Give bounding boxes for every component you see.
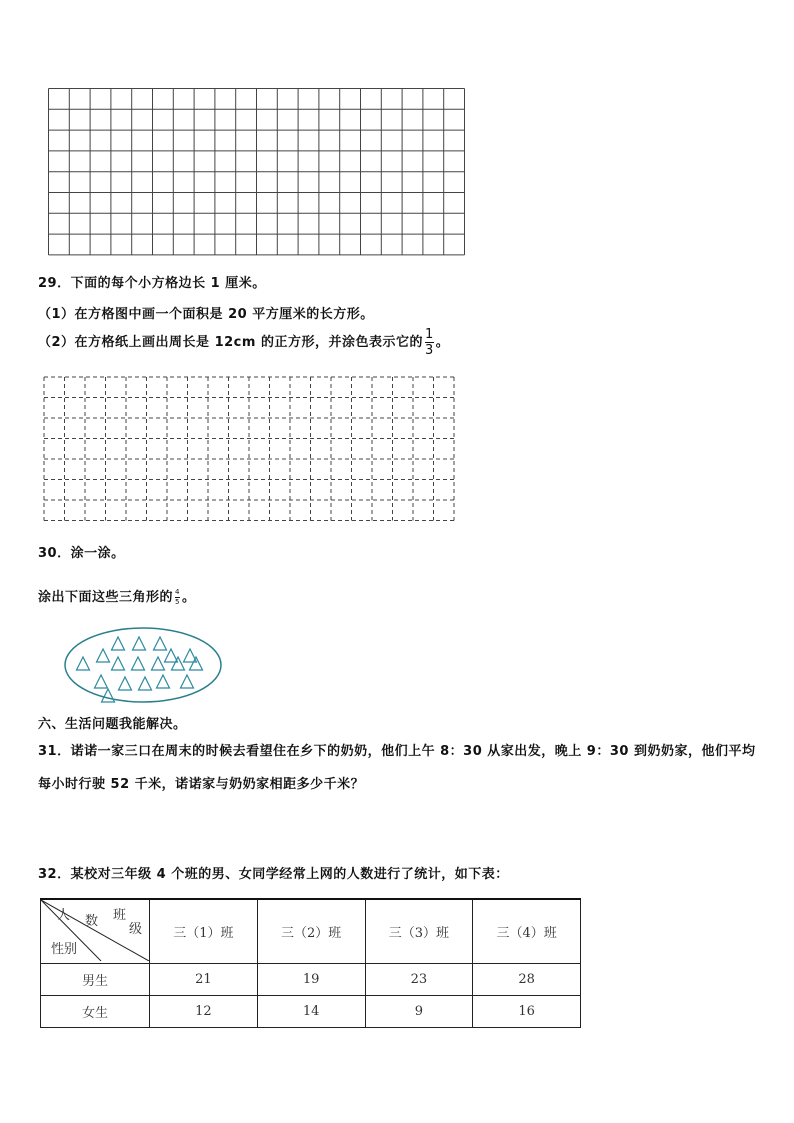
table-row [41,964,581,996]
table-cell: 28 [473,964,581,996]
triangle-oval-figure [63,625,225,705]
table-cell: 21 [150,964,258,996]
fraction-denominator: 3 [424,343,434,358]
q29-part2-text: （2）在方格纸上画出周长是 12cm 的正方形，并涂色表示它的 [38,335,423,350]
q29-title: 29．下面的每个小方格边长 1 厘米。 [38,276,266,291]
q31-line2: 每小时行驶 52 千米，诺诺家与奶奶家相距多少千米？ [38,777,365,792]
triangle [97,649,110,662]
corner-ren: 人 [57,908,71,923]
triangle [102,689,115,702]
corner-xingbie: 性别 [51,942,78,957]
triangle [190,657,203,670]
column-header: 三（3）班 [365,899,473,964]
section6-title: 六、生活问题我能解决。 [38,717,187,732]
triangle [139,677,152,690]
triangle [112,657,125,670]
triangle [165,649,178,662]
triangle [132,657,145,670]
fraction-one-third [425,328,434,357]
row-label: 女生 [41,996,150,1028]
table-cell: 23 [365,964,473,996]
q30-instruction [38,586,196,606]
q29-part2-suffix: 。 [435,335,450,350]
triangle [181,675,194,688]
triangle [112,637,125,650]
corner-ji: 级 [129,922,143,937]
fraction-numerator: 4 [175,588,180,596]
triangle [133,637,146,650]
corner-ban: 班 [113,908,127,923]
q32-stats-table [40,898,581,1028]
q30-instruction-text: 涂出下面这些三角形的 [38,590,174,605]
fraction-denominator: 5 [175,598,180,606]
table-cell: 16 [473,996,581,1028]
q29-part1: （1）在方格图中画一个面积是 20 平方厘米的长方形。 [38,307,374,322]
solid-grid-top [47,87,467,259]
table-cell: 19 [257,964,365,996]
q31-line1: 31．诺诺一家三口在周末的时候去看望住在乡下的奶奶，他们上午 8：30 从家出发，晚上 9：30 到奶奶家，他们平均 [38,744,756,759]
column-header: 三（4）班 [473,899,581,964]
table-corner-cell [41,899,150,964]
triangle [172,657,185,670]
fraction-numerator: 1 [424,327,434,342]
oval [65,628,221,702]
q30-instruction-suffix: 。 [181,590,196,605]
triangle [157,675,170,688]
q29-part2 [38,328,449,357]
corner-shu: 数 [85,914,99,929]
row-label: 男生 [41,964,150,996]
table-cell: 9 [365,996,473,1028]
triangle [95,675,108,688]
triangle [119,677,132,690]
triangle [152,657,165,670]
triangle [77,657,90,670]
table-row [41,996,581,1028]
table-cell: 12 [150,996,258,1028]
q30-title: 30．涂一涂。 [38,546,125,561]
triangle [154,637,167,650]
fraction-four-fifths [175,589,180,606]
q32-title: 32．某校对三年级 4 个班的男、女同学经常上网的人数进行了统计，如下表： [38,867,509,882]
column-header: 三（2）班 [257,899,365,964]
table-cell: 14 [257,996,365,1028]
dashed-grid [40,372,460,528]
column-header: 三（1）班 [150,899,258,964]
